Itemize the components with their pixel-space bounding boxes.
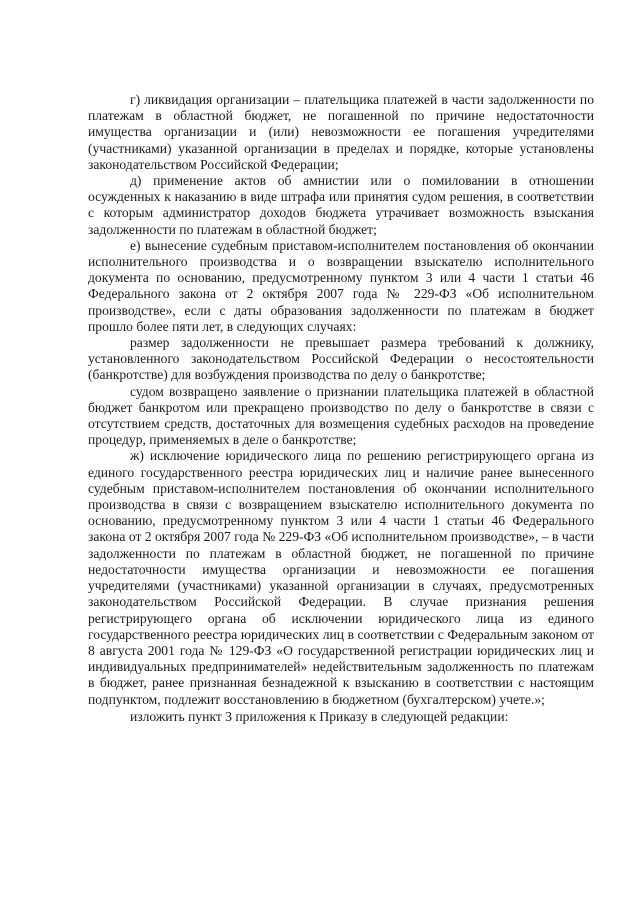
paragraph-case-1: размер задолженности не превышает размера требований к должнику, установленного законодательством Российской Федерации о несостоятельности (банкротстве) для возбуждения производства по делу о банкротстве;: [88, 335, 594, 383]
paragraph-closing: изложить пункт 3 приложения к Приказу в следующей редакции:: [130, 708, 509, 724]
paragraph-item-e: е) вынесение судебным приставом-исполнителем постановления об окончании исполнительного производства и о возвращении взыскателю исполнительного документа по основанию, предусмотренному пунктом 3 или 4 части 1 статьи 46 Федерального закона от 2 октября 2007 года № 229-ФЗ «Об исполнительном производстве», если с даты образования задолженности по платежам в бюджет прошло более пяти лет, в следующих случаях:: [88, 237, 594, 334]
paragraph-case-2: судом возвращено заявление о признании плательщика платежей в областной бюджет банкротом или прекращено производство по делу о банкротстве в связи с отсутствием средств, достаточных для возмещения судебных расходов на проведение процедур, применяемых в деле о банкротстве;: [88, 383, 594, 448]
paragraph-item-g: г) ликвидация организации – плательщика платежей в части задолженности по платежам в областной бюджет, не погашенной по причине недостаточности имущества организации и (или) невозможности ее погашения учредителями (участниками) указанной организации в пределах и порядке, которые установлены законодательством Российской Федерации;: [88, 92, 594, 172]
paragraph-item-d: д) применение актов об амнистии или о помиловании в отношении осужденных к наказанию в виде штрафа или принятия судом решения, в соответствии с которым администратор доходов бюджета утрачивает возможность взыскания задолженности по платежам в областной бюджет;: [88, 173, 594, 237]
paragraph-item-zh: ж) исключение юридического лица по решению регистрирующего органа из единого государственного реестра юридических лиц и наличие ранее вынесенного судебным приставом-исполнителем постановления об окончании исполнительного производства в связи с возвращением взыскателю исполнительного документа по основанию, предусмотренному пунктом 3 или 4 части 1 статьи 46 Федерального закона от 2 октября 2007 года № 229-ФЗ «Об исполнительном производстве», – в части задолженности по платежам в областной бюджет, не погашенной по причине недостаточности имущества организации и невозможности ее погашения учредителями (участниками) указанной организации в случаях, предусмотренных законодательством Российской Федерации. В случае признания решения регистрирующего органа об исключении юридического лица из единого государственного реестра юридических лиц в соответствии с Федеральным законом от 8 августа 2001 года № 129-ФЗ «О государственной регистрации юридических лиц и индивидуальных предпринимателей» недействительным задолженность по платежам в бюджет, ранее признанная безнадежной к взысканию в соответствии с настоящим подпунктом, подлежит восстановлению в бюджетном (бухгалтерском) учете.»;: [88, 448, 594, 707]
